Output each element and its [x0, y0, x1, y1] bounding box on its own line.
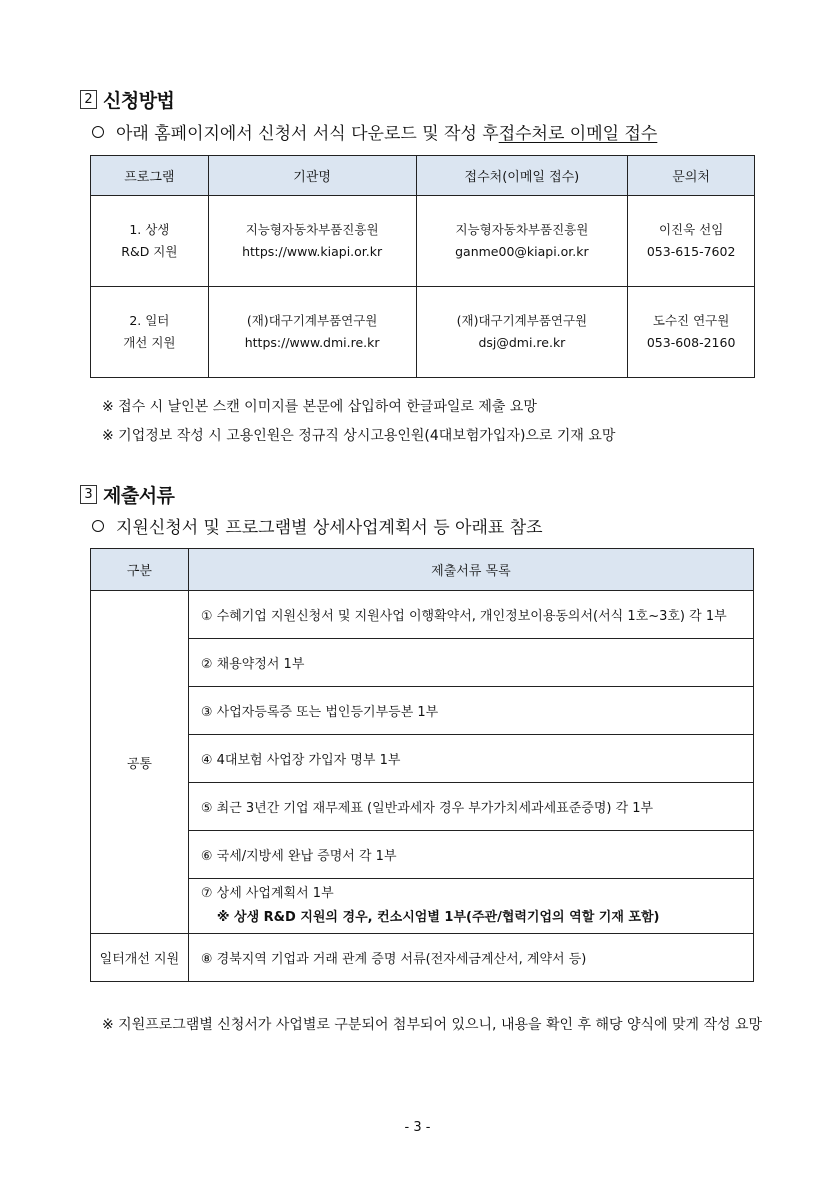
circle-bullet-icon — [92, 520, 104, 532]
section-title: 제출서류 — [103, 485, 175, 507]
bullet-text: 아래 홈페이지에서 신청서 서식 다운로드 및 작성 후 — [116, 124, 499, 144]
contact-person: 이진욱 선임 — [658, 222, 724, 237]
email-cell — [416, 287, 628, 378]
contact-cell — [628, 196, 755, 287]
documents-table — [90, 548, 754, 982]
document-item: ④ 4대보험 사업장 가입자 명부 1부 — [188, 735, 753, 783]
email-address: ganme00@kiapi.or.kr — [455, 244, 589, 259]
program-name: R&D 지원 — [121, 244, 178, 259]
bullet-documents — [92, 513, 543, 538]
table-row — [91, 783, 754, 831]
header-program: 프로그램 — [91, 156, 209, 196]
org-name: (재)대구기계부품연구원 — [246, 313, 378, 328]
document-item: ⑤ 최근 3년간 기업 재무제표 (일반과세자 경우 부가가치세과세표준증명) 각 1부 — [188, 783, 753, 831]
contact-phone: 053-608-2160 — [646, 335, 736, 350]
table-row — [91, 287, 755, 378]
document-item — [188, 879, 753, 934]
document-item: ⑥ 국세/지방세 완납 증명서 각 1부 — [188, 831, 753, 879]
category-common: 공통 — [91, 591, 189, 934]
header-category: 구분 — [91, 549, 189, 591]
section-number-box: 3 — [80, 485, 97, 504]
email-org: (재)대구기계부품연구원 — [456, 313, 588, 328]
document-item: ⑧ 경북지역 기업과 거래 관계 증명 서류(전자세금계산서, 계약서 등) — [188, 934, 753, 982]
document-item: ② 채용약정서 1부 — [188, 639, 753, 687]
table-row — [91, 591, 754, 639]
table-row — [91, 687, 754, 735]
header-contact: 문의처 — [628, 156, 755, 196]
note-attachments: ※ 지원프로그램별 신청서가 사업별로 구분되어 첨부되어 있으니, 내용을 확인 후 해당 양식에 맞게 작성 요망 — [102, 1017, 763, 1033]
note-stamp-scan: ※ 접수 시 날인본 스캔 이미지를 본문에 삽입하여 한글파일로 제출 요망 — [102, 399, 537, 415]
program-name: 2. 일터 — [129, 313, 170, 328]
note-employee-count: ※ 기업정보 작성 시 고용인원은 정규직 상시고용인원(4대보험가입자)으로 기재 요망 — [102, 428, 616, 444]
table-header-row — [91, 156, 755, 196]
header-email: 접수처(이메일 접수) — [416, 156, 628, 196]
table-header-row — [91, 549, 754, 591]
category-work-improvement: 일터개선 지원 — [91, 934, 189, 982]
document-item-note: ※ 상생 R&D 지원의 경우, 컨소시엄별 1부(주관/협력기업의 역할 기재 포함) — [216, 910, 660, 925]
section-heading-apply — [80, 86, 174, 113]
bullet-text: 지원신청서 및 프로그램별 상세사업계획서 등 아래표 참조 — [116, 518, 543, 538]
org-cell — [208, 196, 416, 287]
program-name: 개선 지원 — [123, 335, 176, 350]
program-name: 1. 상생 — [129, 222, 170, 237]
header-org: 기관명 — [208, 156, 416, 196]
table-row — [91, 831, 754, 879]
org-cell — [208, 287, 416, 378]
contact-phone: 053-615-7602 — [646, 244, 736, 259]
table-row — [91, 735, 754, 783]
section-title: 신청방법 — [103, 90, 175, 112]
contact-table — [90, 155, 755, 378]
bullet-underlined-text: 접수처로 이메일 접수 — [498, 124, 658, 144]
email-address: dsj@dmi.re.kr — [478, 335, 566, 350]
circle-bullet-icon — [92, 126, 104, 138]
table-row — [91, 196, 755, 287]
section-number-box: 2 — [80, 90, 97, 109]
document-item-text: ⑦ 상세 사업계획서 1부 — [200, 886, 334, 901]
document-item: ① 수혜기업 지원신청서 및 지원사업 이행확약서, 개인정보이용동의서(서식 1호~3호) 각 1부 — [188, 591, 753, 639]
contact-cell — [628, 287, 755, 378]
table-row — [91, 934, 754, 982]
org-name: 지능형자동차부품진흥원 — [245, 222, 379, 237]
bullet-apply-method — [92, 119, 657, 144]
org-url: https://www.dmi.re.kr — [244, 335, 380, 350]
table-row — [91, 879, 754, 934]
email-cell — [416, 196, 628, 287]
section-heading-documents — [80, 481, 174, 508]
table-row — [91, 639, 754, 687]
org-url: https://www.kiapi.or.kr — [242, 244, 383, 259]
email-org: 지능형자동차부품진흥원 — [455, 222, 589, 237]
document-item: ③ 사업자등록증 또는 법인등기부등본 1부 — [188, 687, 753, 735]
contact-person: 도수진 연구원 — [652, 313, 730, 328]
program-cell — [91, 196, 209, 287]
program-cell — [91, 287, 209, 378]
header-document-list: 제출서류 목록 — [188, 549, 753, 591]
page-number: - 3 - — [404, 1120, 431, 1135]
